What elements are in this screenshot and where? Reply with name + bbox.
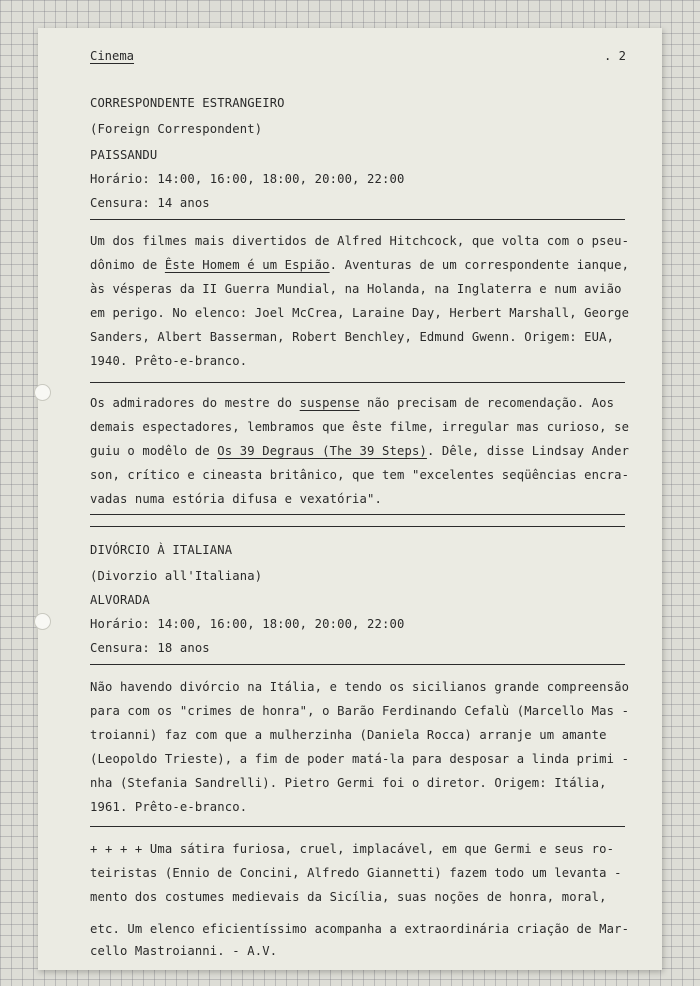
schedule: Horário: 14:00, 16:00, 18:00, 20:00, 22:00 (90, 172, 405, 186)
page-number: . 2 (603, 49, 626, 63)
paragraph-line: Não havendo divórcio na Itália, e tendo os sicilianos grande compreensão (90, 680, 630, 694)
paragraph-line: demais espectadores, lembramos que êste filme, irregular mas curioso, se (90, 420, 630, 434)
schedule: Horário: 14:00, 16:00, 18:00, 20:00, 22:00 (90, 617, 405, 631)
original-title: (Divorzio all'Italiana) (90, 569, 263, 583)
paragraph-line: Um dos filmes mais divertidos de Alfred Hitchcock, que volta com o pseu- (90, 234, 630, 248)
venue: ALVORADA (90, 593, 150, 607)
rating: Censura: 18 anos (90, 641, 210, 655)
film-title: DIVÓRCIO À ITALIANA (90, 543, 233, 557)
paragraph-line: nha (Stefania Sandrelli). Pietro Germi foi o diretor. Origem: Itália, (90, 776, 607, 790)
paragraph-line: em perigo. No elenco: Joel McCrea, Laraine Day, Herbert Marshall, George (90, 306, 630, 320)
venue: PAISSANDU (90, 148, 158, 162)
paragraph-line: 1961. Prêto-e-branco. (90, 800, 248, 814)
line-text: dônimo de (90, 258, 165, 272)
paragraph-line: para com os "crimes de honra", o Barão Ferdinando Cefalù (Marcello Mas - (90, 704, 630, 718)
paragraph-line: às vésperas da II Guerra Mundial, na Holanda, na Inglaterra e num avião (90, 282, 622, 296)
film-title: CORRESPONDENTE ESTRANGEIRO (90, 96, 285, 110)
divider (90, 514, 625, 515)
divider (90, 219, 625, 220)
paragraph-line: + + + + Uma sátira furiosa, cruel, implacável, em que Germi e seus ro- (90, 842, 615, 856)
paragraph-line: vadas numa estória difusa e vexatória". (90, 492, 383, 506)
divider (90, 664, 625, 665)
binder-hole (34, 613, 51, 630)
paragraph-line: etc. Um elenco eficientíssimo acompanha a extraordinária criação de Mar- (90, 922, 630, 936)
section-label: Cinema (90, 49, 135, 63)
line-text: . Dêle, disse Lindsay Ander (426, 444, 630, 458)
binder-hole (34, 384, 51, 401)
line-text: . Aventuras de um correspondente ianque, (329, 258, 630, 272)
typewritten-page (38, 28, 662, 970)
rating: Censura: 14 anos (90, 196, 210, 210)
paragraph-line: son, crítico e cineasta britânico, que tem "excelentes seqüências encra- (90, 468, 630, 482)
paragraph-line: 1940. Prêto-e-branco. (90, 354, 248, 368)
paragraph-line: teiristas (Ennio de Concini, Alfredo Giannetti) fazem todo um levanta - (90, 866, 622, 880)
line-text: não precisam de recomendação. Aos (359, 396, 615, 410)
paragraph-line (90, 440, 630, 462)
underlined-title: Os 39 Degraus (The 39 Steps) (217, 444, 427, 458)
underlined-title: suspense (299, 396, 360, 410)
line-text: Os admiradores do mestre do (90, 396, 300, 410)
underlined-title: Êste Homem é um Espião (164, 258, 330, 272)
paragraph-line: Sanders, Albert Basserman, Robert Benchley, Edmund Gwenn. Origem: EUA, (90, 330, 615, 344)
divider (90, 382, 625, 383)
line-text: guiu o modêlo de (90, 444, 218, 458)
divider (90, 826, 625, 827)
paragraph-line: cello Mastroianni. - A.V. (90, 944, 278, 958)
paragraph-line: troianni) faz com que a mulherzinha (Daniela Rocca) arranje um amante (90, 728, 607, 742)
paragraph-line (90, 392, 630, 414)
paragraph-line: (Leopoldo Trieste), a fim de poder matá-la para desposar a linda primi - (90, 752, 630, 766)
paragraph-line (90, 254, 630, 276)
original-title: (Foreign Correspondent) (90, 122, 263, 136)
divider (90, 526, 625, 527)
paragraph-line: mento dos costumes medievais da Sicília, suas noções de honra, moral, (90, 890, 607, 904)
